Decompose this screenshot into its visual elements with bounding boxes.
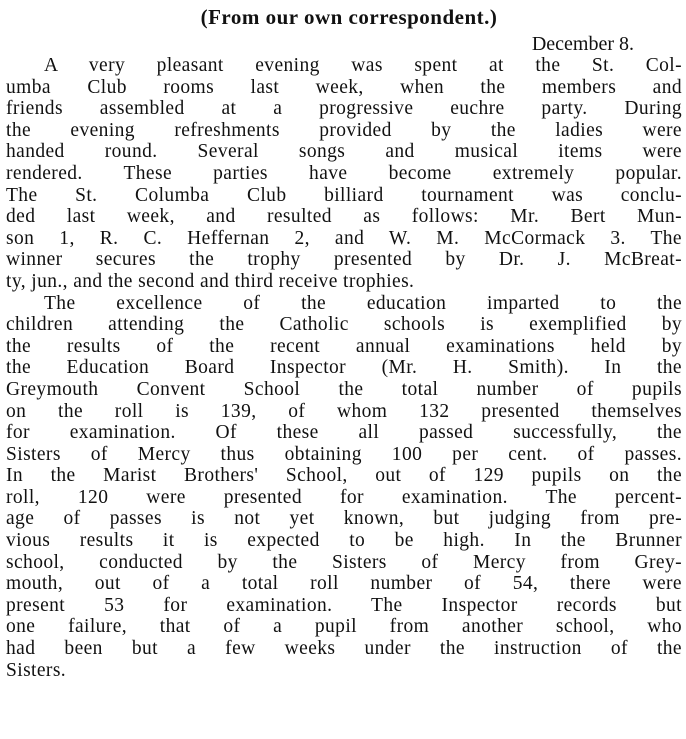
text-line: present 53 for examination. The Inspector records but bbox=[6, 594, 682, 616]
text-line: The excellence of the education imparted to the bbox=[44, 292, 682, 314]
text-line: one failure, that of a pupil from another school, who bbox=[6, 616, 682, 638]
text-line: In the Marist Brothers' School, out of 129 pupils on the bbox=[6, 465, 682, 487]
text-line: school, conducted by the Sisters of Mercy from Grey- bbox=[6, 551, 682, 573]
text-line: roll, 120 were presented for examination. The percent- bbox=[6, 486, 682, 508]
newspaper-article bbox=[6, 4, 682, 681]
text-line: rendered. These parties have become extremely popular. bbox=[6, 162, 682, 184]
paragraph-club-news bbox=[6, 55, 682, 293]
text-line: mouth, out of a total roll number of 54, there were bbox=[6, 573, 682, 595]
text-line: the results of the recent annual examinations held by bbox=[6, 335, 682, 357]
text-line: vious results it is expected to be high. In the Brunner bbox=[6, 530, 682, 552]
text-line: umba Club rooms last week, when the members and bbox=[6, 76, 682, 98]
text-line: on the roll is 139, of whom 132 presented themselves bbox=[6, 400, 682, 422]
text-line: children attending the Catholic schools is exemplified by bbox=[6, 314, 682, 336]
paragraph-school-results bbox=[6, 293, 682, 682]
article-date: December 8. bbox=[531, 33, 634, 55]
text-line: Sisters of Mercy thus obtaining 100 per cent. of passes. bbox=[6, 443, 682, 465]
text-line: Greymouth Convent School the total number of pupils bbox=[6, 378, 682, 400]
text-line: A very pleasant evening was spent at the St. Col- bbox=[44, 55, 682, 76]
text-line: the evening refreshments provided by the ladies were bbox=[6, 119, 682, 141]
article-headline: (From our own correspondent.) bbox=[200, 5, 498, 29]
text-line: winner secures the trophy presented by Dr. J. McBreat- bbox=[6, 249, 682, 271]
text-line: ded last week, and resulted as follows: Mr. Bert Mun- bbox=[6, 206, 682, 228]
text-line: friends assembled at a progressive euchre party. During bbox=[6, 98, 682, 120]
text-line: son 1, R. C. Heffernan 2, and W. M. McCormack 3. The bbox=[6, 227, 682, 249]
text-line: the Education Board Inspector (Mr. H. Smith). In the bbox=[6, 357, 682, 379]
text-line: ty, jun., and the second and third receive trophies. bbox=[6, 270, 415, 292]
text-line: Sisters. bbox=[6, 659, 67, 681]
text-line: for examination. Of these all passed successfully, the bbox=[6, 422, 682, 444]
text-line: The St. Columba Club billiard tournament was conclu- bbox=[6, 184, 682, 206]
text-line: had been but a few weeks under the instruction of the bbox=[6, 638, 682, 660]
text-line: age of passes is not yet known, but judging from pre- bbox=[6, 508, 682, 530]
text-line: handed round. Several songs and musical items were bbox=[6, 141, 682, 163]
